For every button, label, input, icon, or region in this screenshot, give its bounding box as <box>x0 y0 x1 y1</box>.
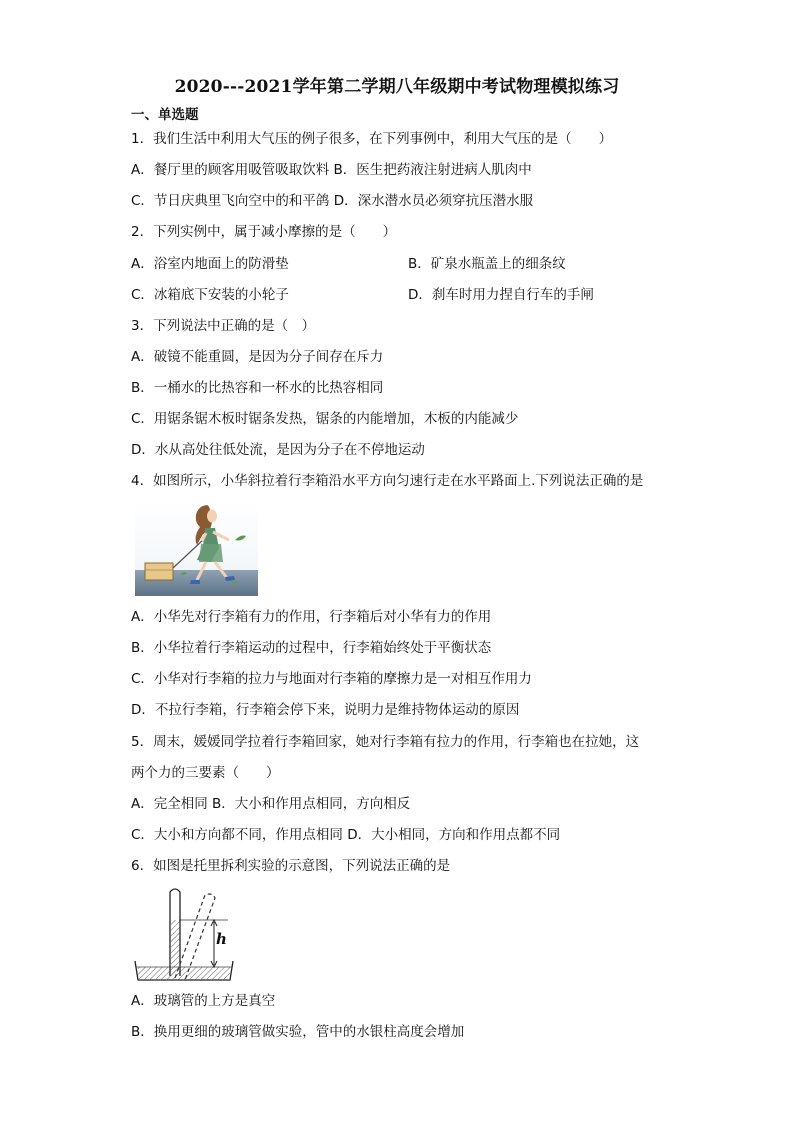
girl-pulling-suitcase-figure <box>135 500 258 596</box>
section-heading: 一、单选题 <box>131 107 199 123</box>
q5-stem-line1: 5．周末，媛媛同学拉着行李箱回家，她对行李箱有拉力的作用，行李箱也在拉她，这 <box>131 734 640 750</box>
q6-option-a: A．玻璃管的上方是真空 <box>131 993 276 1009</box>
q5-options-ab: A．完全相同 B．大小和作用点相同，方向相反 <box>131 796 411 812</box>
q4-stem: 4．如图所示，小华斜拉着行李箱沿水平方向匀速行走在水平路面上.下列说法正确的是 <box>131 473 644 489</box>
q6-option-b: B．换用更细的玻璃管做实验，管中的水银柱高度会增加 <box>131 1024 465 1040</box>
q4-option-d: D．不拉行李箱，行李箱会停下来，说明力是维持物体运动的原因 <box>131 702 520 718</box>
q6-stem: 6．如图是托里拆利实验的示意图，下列说法正确的是 <box>131 858 451 874</box>
height-label: h <box>216 930 227 948</box>
q4-option-a: A．小华先对行李箱有力的作用，行李箱后对小华有力的作用 <box>131 609 492 625</box>
q4-option-c: C．小华对行李箱的拉力与地面对行李箱的摩擦力是一对相互作用力 <box>131 671 532 687</box>
q3-option-d: D．水从高处往低处流，是因为分子在不停地运动 <box>131 442 425 458</box>
q1-options-ab: A．餐厅里的顾客用吸管吸取饮料 B．医生把药液注射进病人肌肉中 <box>131 162 532 178</box>
q3-option-b: B．一桶水的比热容和一杯水的比热容相同 <box>131 380 384 396</box>
q1-stem: 1．我们生活中利用大气压的例子很多，在下列事例中，利用大气压的是（ ） <box>131 131 613 147</box>
q3-stem: 3．下列说法中正确的是（ ） <box>131 318 316 334</box>
q3-option-c: C．用锯条锯木板时锯条发热，锯条的内能增加，木板的内能减少 <box>131 411 519 427</box>
q2-option-a: A．浴室内地面上的防滑垫 <box>131 256 289 272</box>
page-title: 2020---2021学年第二学期八年级期中考试物理模拟练习 <box>174 77 620 97</box>
q5-stem-line2: 两个力的三要素（ ） <box>131 765 280 781</box>
q5-options-cd: C．大小和方向都不同，作用点相同 D．大小相同，方向和作用点都不同 <box>131 827 561 843</box>
q2-option-b: B．矿泉水瓶盖上的细条纹 <box>408 256 566 272</box>
q2-option-c: C．冰箱底下安装的小轮子 <box>131 287 289 303</box>
q2-option-d: D．刹车时用力捏自行车的手闸 <box>408 287 594 303</box>
torricelli-experiment-diagram <box>132 884 236 984</box>
q2-stem: 2．下列实例中，属于减小摩擦的是（ ） <box>131 224 397 240</box>
q1-options-cd: C．节日庆典里飞向空中的和平鸽 D．深水潜水员必须穿抗压潜水服 <box>131 193 534 209</box>
q4-option-b: B．小华拉着行李箱运动的过程中，行李箱始终处于平衡状态 <box>131 640 492 656</box>
q3-option-a: A．破镜不能重圆，是因为分子间存在斥力 <box>131 349 384 365</box>
